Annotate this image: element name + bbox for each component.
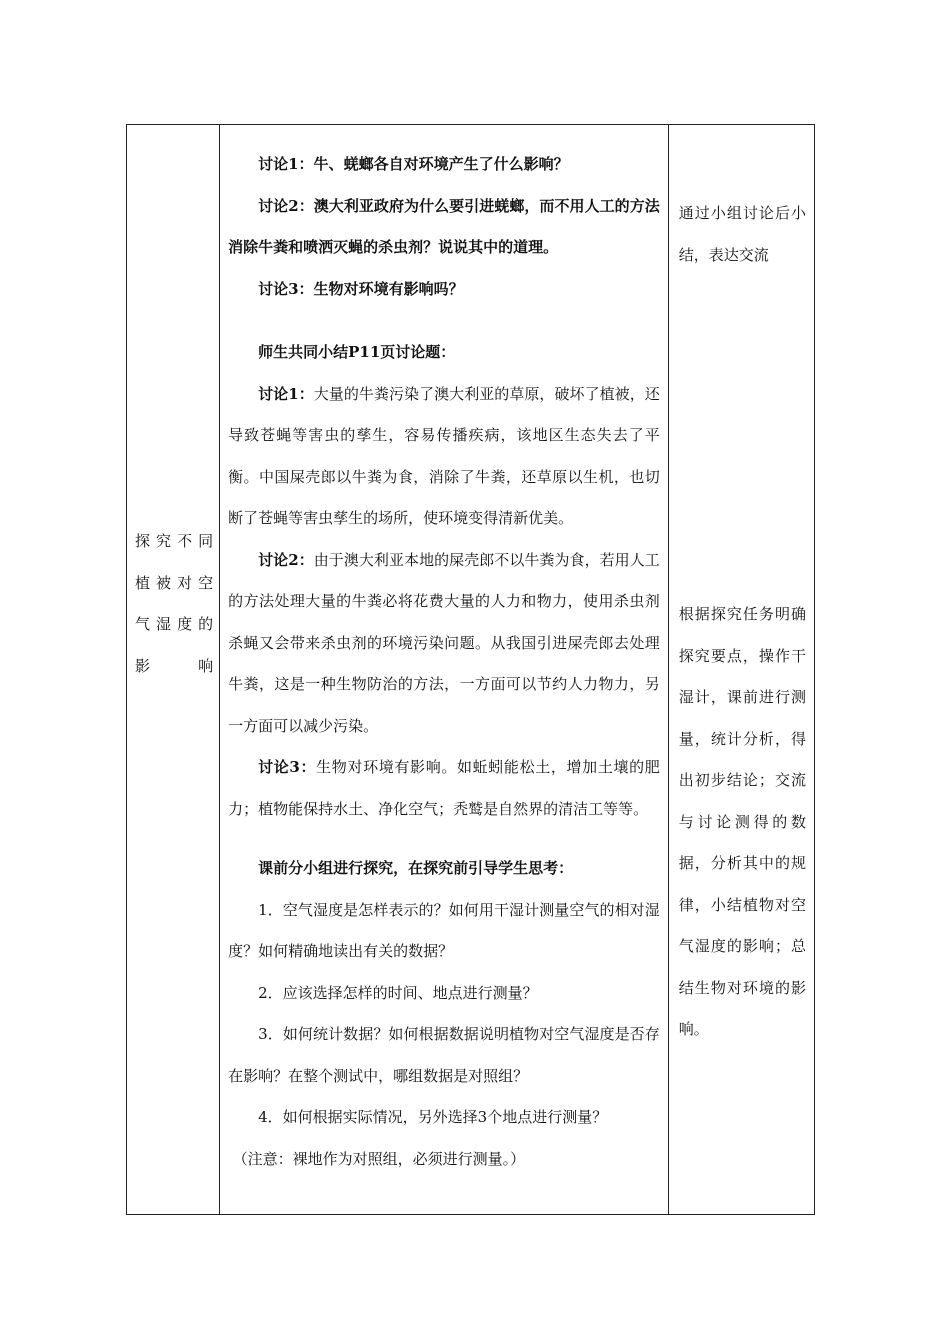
guide-question-1: 1．空气湿度是怎样表示的？如何用干湿计测量空气的相对湿度？如何精确地读出有关的数据？ [228, 900, 660, 960]
guide-question-2: 2．应该选择怎样的时间、地点进行测量？ [258, 983, 538, 1002]
answer-label: 讨论2： [258, 550, 314, 569]
discussion-question-1: 讨论1：牛、蜣螂各自对环境产生了什么影响？ [258, 155, 569, 173]
activity-title-line: 探究不同 [135, 532, 214, 550]
student-activity-cell [668, 125, 814, 1215]
summary-heading: 师生共同小结P11页讨论题： [258, 343, 456, 361]
teaching-content-cell [220, 125, 669, 1215]
discussion-answer-2 [228, 540, 660, 748]
answer-text: 大量的牛粪污染了澳大利亚的草原，破坏了植被，还导致苍蝇等害虫的孳生，容易传播疾病，该地区生态失去了平衡。中国屎壳郎以牛粪为食，消除了牛粪，还草原以生机，也切断了苍蝇等害虫孳生的场所，使环境变得清新优美。 [228, 384, 660, 527]
activity-title-line: 影响 [135, 656, 214, 675]
table-row [127, 125, 815, 1215]
discussion-answer-1 [228, 374, 660, 540]
discussion-question-2: 讨论2：澳大利亚政府为什么要引进蜣螂，而不用人工的方法消除牛粪和喷洒灭蝇的杀虫剂？说说其中的道理。 [228, 196, 660, 256]
guide-question-3: 3．如何统计数据？如何根据数据说明植物对空气湿度是否存在影响？在整个测试中，哪组数据是对照组？ [228, 1025, 660, 1085]
activity-title-line: 气湿度的 [135, 615, 214, 633]
student-activity-1: 通过小组讨论后小结，表达交流 [678, 204, 806, 264]
discussion-answer-3 [228, 747, 660, 830]
answer-text: 由于澳大利亚本地的屎壳郎不以牛粪为食，若用人工的方法处理大量的牛粪必将花费大量的人力和物力，使用杀虫剂杀蝇又会带来杀虫剂的环境污染问题。从我国引进屎壳郎去处理牛粪，这是一种生物防治的方法，一方面可以节约人力物力，另一方面可以减少污染。 [228, 550, 660, 735]
answer-label: 讨论1： [258, 384, 314, 403]
lesson-plan-table [126, 124, 815, 1215]
explore-heading: 课前分小组进行探究，在探究前引导学生思考： [258, 859, 574, 877]
guide-question-4: 4．如何根据实际情况，另外选择3个地点进行测量？ [258, 1108, 608, 1126]
activity-cell [127, 125, 220, 1215]
note: （注意：裸地作为对照组，必须进行测量。） [232, 1149, 526, 1168]
activity-title [135, 521, 213, 687]
discussion-question-3: 讨论3：生物对环境有影响吗？ [258, 279, 464, 298]
activity-title-line: 植被对空 [135, 573, 214, 592]
answer-text: 生物对环境有影响。如蚯蚓能松土，增加土壤的肥力；植物能保持水土、净化空气；秃鹫是自然界的清洁工等等。 [228, 758, 660, 818]
answer-label: 讨论3： [258, 758, 317, 776]
student-activity-2: 根据探究任务明确探究要点，操作干湿计，课前进行测量，统计分析，得出初步结论；交流与讨论测得的数据，分析其中的规律，小结植物对空气湿度的影响；总结生物对环境的影响。 [678, 605, 806, 1038]
